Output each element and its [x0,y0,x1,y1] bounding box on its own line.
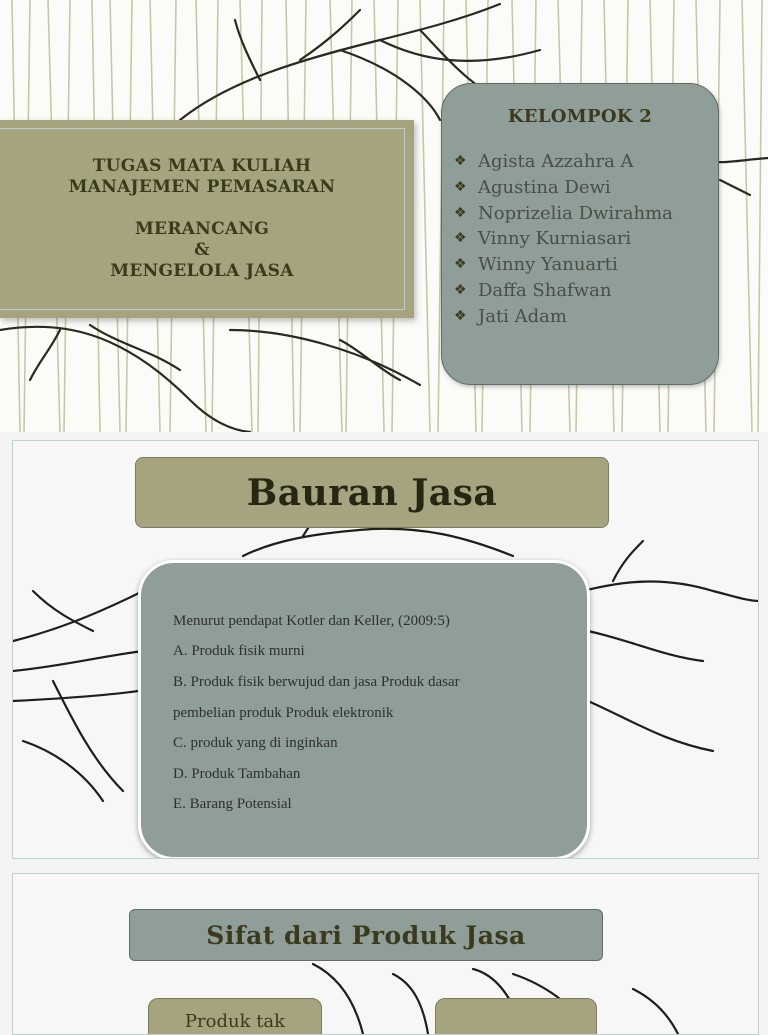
content-line: pembelian produk Produk elektronik [173,705,394,721]
title-text [0,128,405,310]
content-line: A. Produk fisik murni [173,643,305,659]
member-name: Agista Azzahra A [478,151,634,172]
product-box-right [435,998,597,1035]
member-name: Vinny Kurniasari [478,228,632,250]
content-line: C. produk yang di inginkan [173,735,338,751]
member-name: Noprizelia Dwirahma [478,202,673,224]
slide-sifat-produk-jasa [12,873,759,1035]
member-name: Agustina Dewi [478,176,611,198]
diamond-bullet-icon: ❖ [454,230,467,247]
content-box [138,560,590,859]
title-line: MANAJEMEN PEMASARAN [68,177,336,197]
content-line: B. Produk fisik berwujud dan jasa Produk dasar [173,674,460,690]
member-name: Winny Yanuarti [478,254,618,276]
group-title: KELOMPOK 2 [507,106,653,127]
diamond-bullet-icon: ❖ [454,307,467,324]
list-item [454,201,673,227]
member-list [454,149,673,330]
slide-bauran-jasa [12,440,759,859]
list-item [454,226,673,252]
diamond-bullet-icon: ❖ [454,204,467,221]
subtitle-line: MENGELOLA JASA [110,261,294,281]
slide-heading: Bauran Jasa [135,457,609,528]
content-line: D. Produk Tambahan [173,766,301,782]
member-name: Daffa Shafwan [478,279,612,301]
diamond-bullet-icon: ❖ [454,153,467,169]
diamond-bullet-icon: ❖ [454,256,467,273]
slide-heading: Sifat dari Produk Jasa [129,909,603,961]
product-box-label: Produk tak [184,1011,286,1032]
content-line: E. Barang Potensial [173,796,292,812]
title-line: TUGAS MATA KULIAH [92,156,312,176]
content-line: Menurut pendapat Kotler dan Keller, (2009:5) [173,613,450,629]
list-item [454,304,673,330]
subtitle-line: MERANCANG [134,219,270,239]
subtitle-line: & [194,240,210,260]
group-box [441,83,719,385]
list-item [454,278,673,304]
member-name: Jati Adam [478,305,567,327]
diamond-bullet-icon: ❖ [454,281,467,298]
list-item [454,252,673,278]
product-box-left [148,998,322,1035]
diamond-bullet-icon: ❖ [454,178,467,195]
title-box [0,120,414,318]
list-item [454,149,673,175]
slide-title [0,0,768,432]
list-item [454,175,673,201]
